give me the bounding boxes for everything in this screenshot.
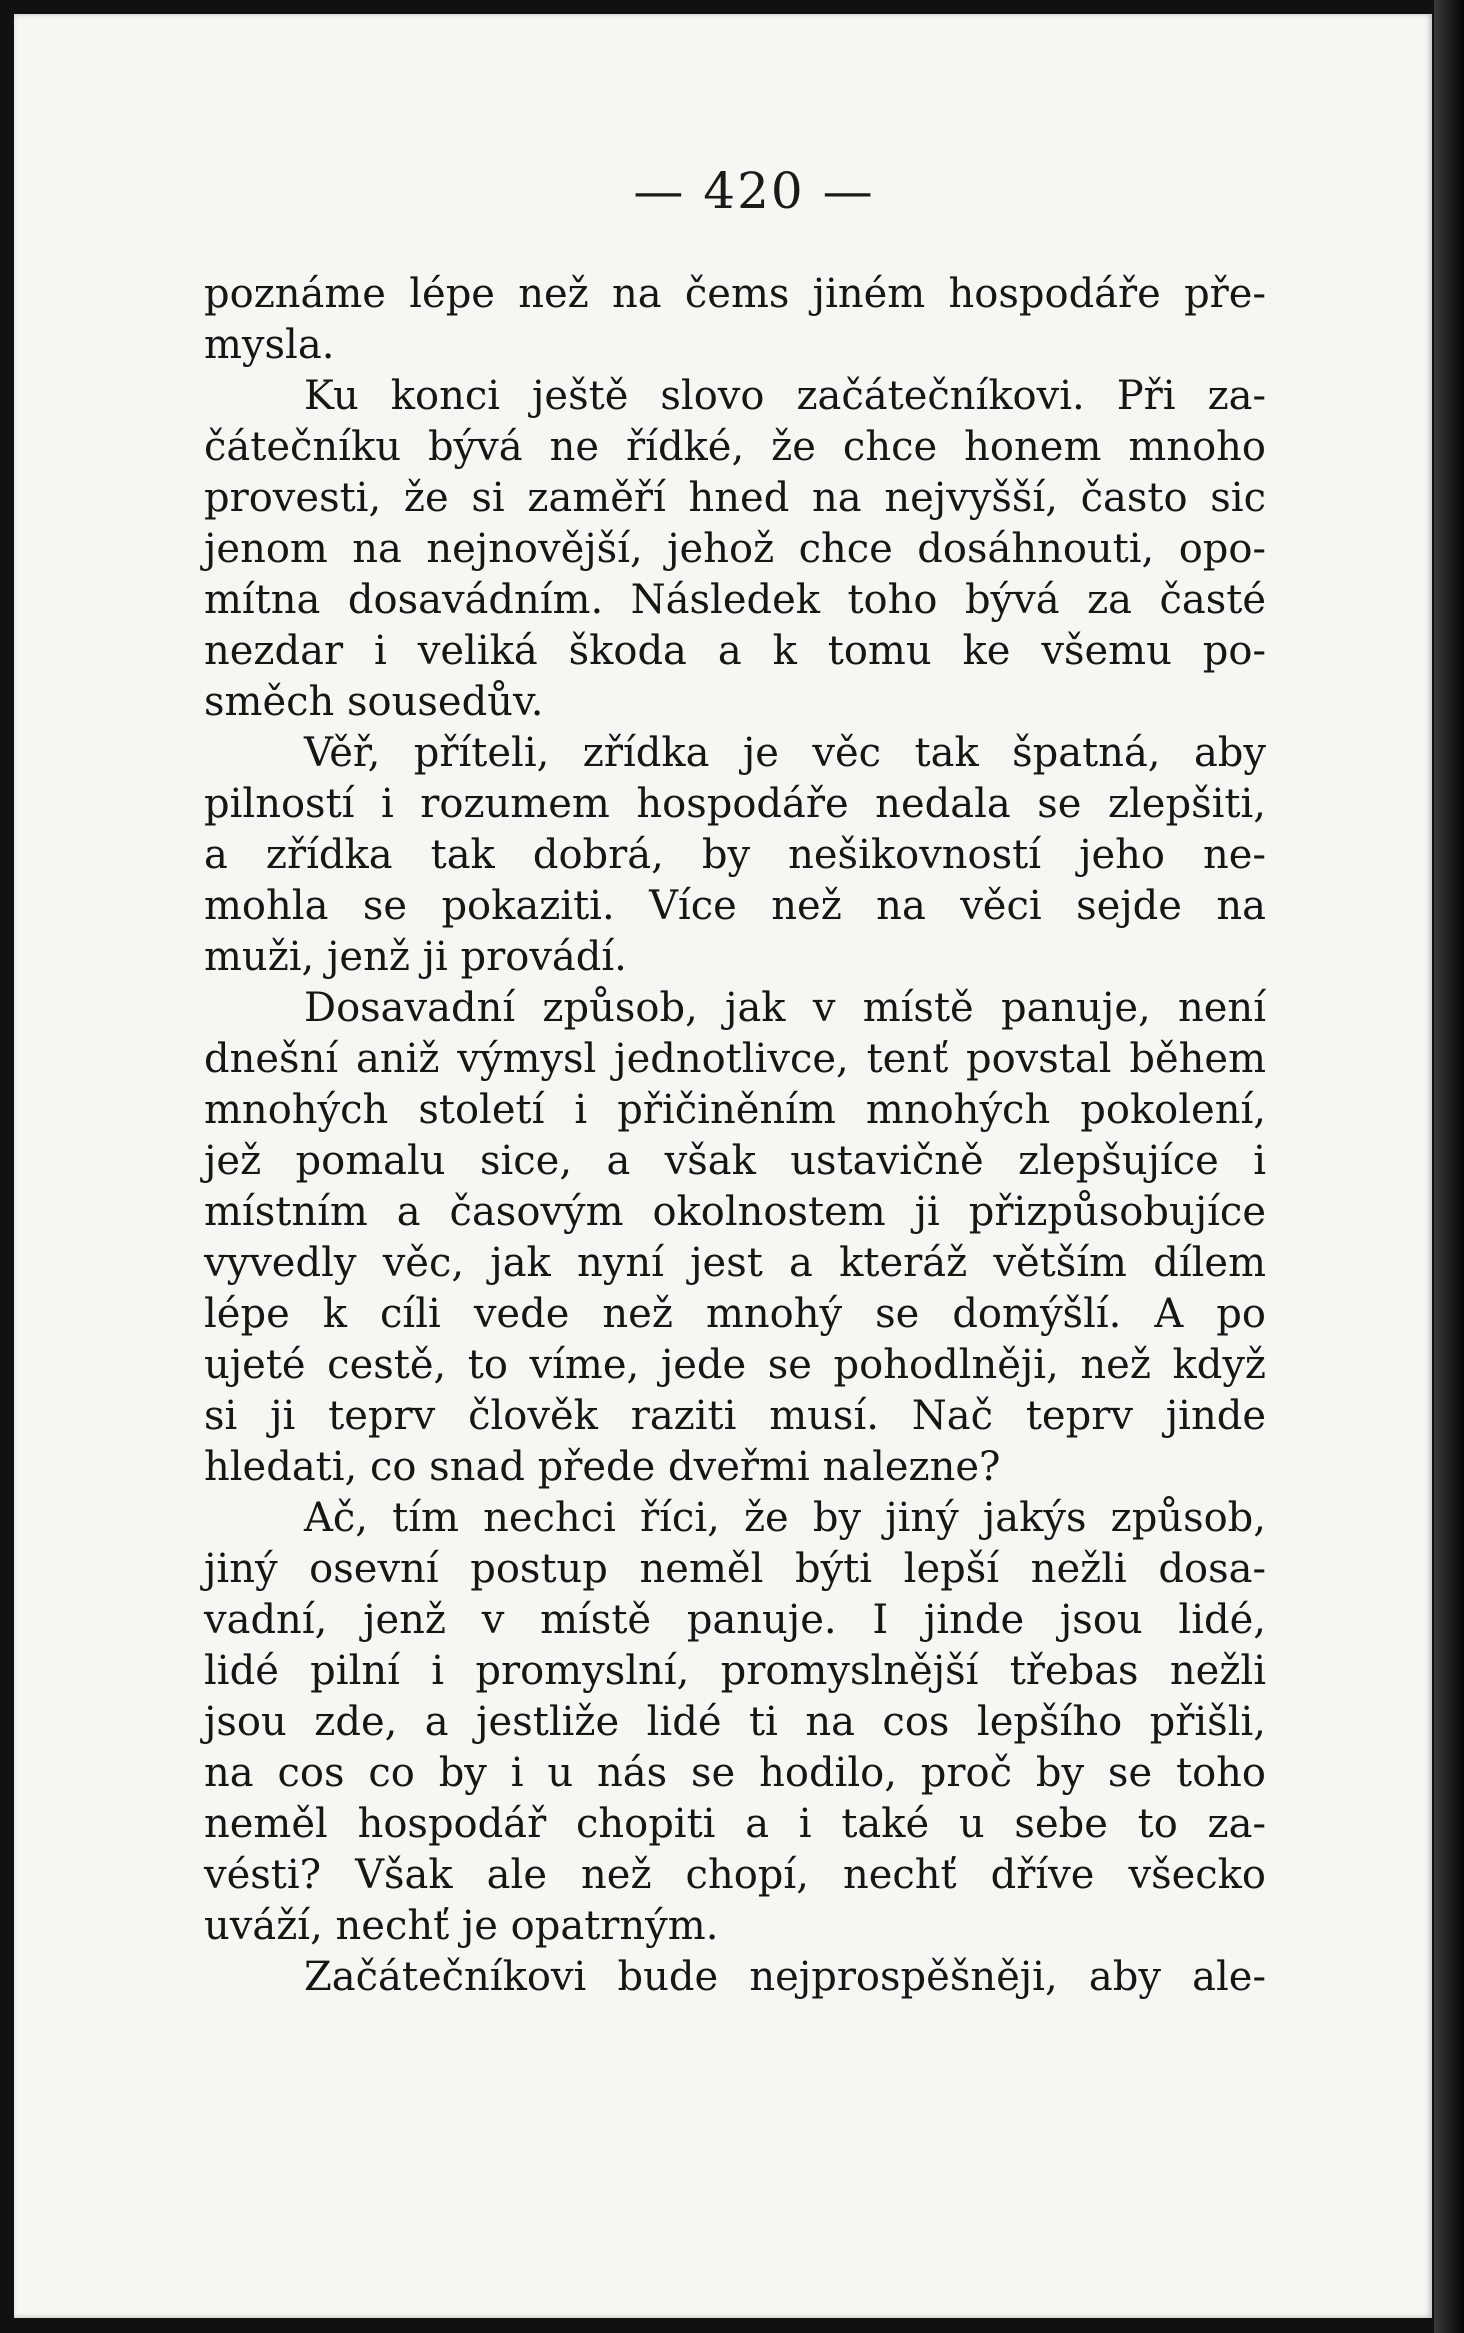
- text-line: dnešní aniž výmysl jednotlivce, tenť povstal během: [204, 1036, 1266, 1082]
- text-line: Věř, příteli, zřídka je věc tak špatná, aby: [304, 730, 1266, 776]
- text-line: jež pomalu sice, a však ustavičně zlepšujíce i: [204, 1138, 1266, 1184]
- text-line: hledati, co snad přede dveřmi nalezne?: [204, 1444, 1001, 1490]
- text-line: směch sousedův.: [204, 679, 544, 725]
- text-line: mohla se pokaziti. Více než na věci sejde na: [204, 883, 1266, 929]
- text-line: nezdar i veliká škoda a k tomu ke všemu po-: [204, 628, 1266, 674]
- text-line: mnohých století i přičiněním mnohých pokolení,: [204, 1087, 1266, 1133]
- text-line: a zřídka tak dobrá, by nešikovností jeho ne-: [204, 832, 1266, 878]
- text-line: vésti? Však ale než chopí, nechť dříve všecko: [204, 1852, 1266, 1898]
- text-line: Dosavadní způsob, jak v místě panuje, není: [304, 985, 1266, 1031]
- text-line: místním a časovým okolnostem ji přizpůsobujíce: [204, 1189, 1266, 1235]
- text-line: Ku konci ještě slovo začátečníkovi. Při za-: [304, 373, 1266, 419]
- text-line: poznáme lépe než na čems jiném hospodáře pře-: [204, 271, 1266, 317]
- scan-edge-shadow: [1434, 0, 1464, 2333]
- text-line: jenom na nejnovější, jehož chce dosáhnouti, opo-: [204, 526, 1266, 572]
- text-line: Začátečníkovi bude nejprospěšněji, aby ale-: [304, 1954, 1266, 2000]
- page-number: — 420 —: [633, 162, 875, 220]
- text-line: provesti, že si zaměří hned na nejvyšší, často sic: [204, 475, 1266, 521]
- text-line: jsou zde, a jestliže lidé ti na cos lepšího přišli,: [204, 1699, 1266, 1745]
- text-line: na cos co by i u nás se hodilo, proč by se toho: [204, 1750, 1266, 1796]
- text-line: lépe k cíli vede než mnohý se domýšlí. A po: [204, 1291, 1266, 1337]
- text-line: vyvedly věc, jak nyní jest a kteráž větším dílem: [204, 1240, 1266, 1286]
- text-line: ujeté cestě, to víme, jede se pohodlněji, než když: [204, 1342, 1266, 1388]
- text-line: lidé pilní i promyslní, promyslnější třebas nežli: [204, 1648, 1266, 1694]
- text-line: vadní, jenž v místě panuje. I jinde jsou lidé,: [204, 1597, 1266, 1643]
- text-line: muži, jenž ji provádí.: [204, 934, 627, 980]
- text-line: čátečníku bývá ne řídké, že chce honem mnoho: [204, 424, 1266, 470]
- text-line: uváží, nechť je opatrným.: [204, 1903, 719, 1949]
- text-line: pilností i rozumem hospodáře nedala se zlepšiti,: [204, 781, 1266, 827]
- text-line: jiný osevní postup neměl býti lepší nežli dosa-: [204, 1546, 1266, 1592]
- body-text: [204, 269, 1266, 2003]
- text-line: Ač, tím nechci říci, že by jiný jakýs způsob,: [304, 1495, 1266, 1541]
- text-line: mysla.: [204, 322, 335, 368]
- text-line: mítna dosavádním. Následek toho bývá za časté: [204, 577, 1266, 623]
- text-line: neměl hospodář chopiti a i také u sebe to za-: [204, 1801, 1266, 1847]
- text-line: si ji teprv člověk raziti musí. Nač teprv jinde: [204, 1393, 1266, 1439]
